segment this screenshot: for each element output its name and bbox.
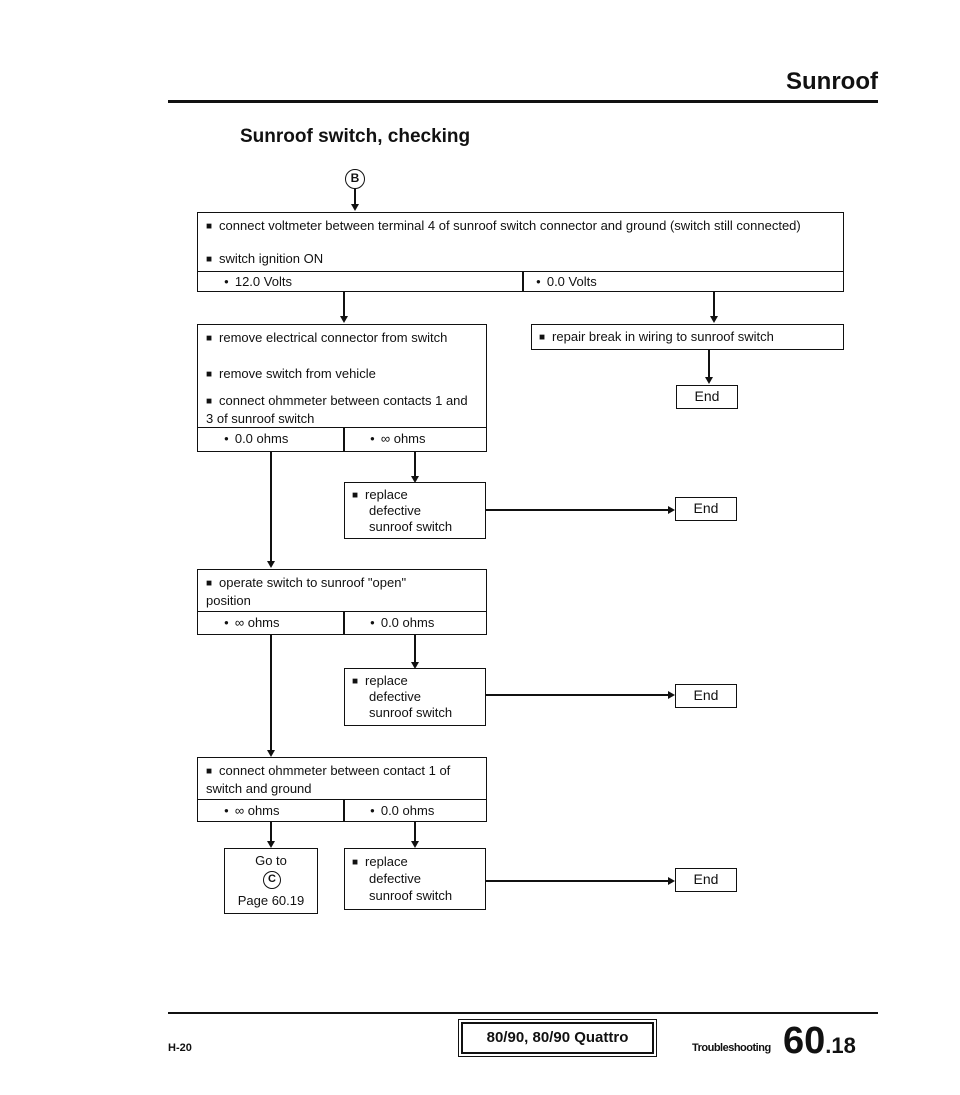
arrow (668, 691, 675, 699)
arrow (668, 877, 675, 885)
footer-page-major: 60 (783, 1020, 826, 1062)
step4-result-left: ● ∞ ohms (224, 803, 280, 821)
connector (270, 452, 272, 562)
replace2-line: ■ replace (352, 673, 408, 691)
goto-box (224, 848, 318, 914)
step2-result-left: ● 0.0 ohms (224, 431, 288, 449)
end-box: End (675, 684, 737, 708)
step4-box (197, 757, 487, 822)
goto-marker (263, 871, 281, 889)
replace2-line: defective (369, 689, 422, 704)
arrow (351, 204, 359, 211)
step3-instruction: ■ operate switch to sunroof "open" position (206, 575, 446, 609)
connector (713, 292, 715, 317)
replace3-box (344, 848, 486, 910)
goto-page: Page 60.19 (237, 893, 305, 908)
step1-result-divider (522, 271, 524, 291)
header-rule (168, 100, 878, 103)
end-box: End (675, 497, 737, 521)
end-box: End (676, 385, 738, 409)
start-marker-label: B (350, 171, 360, 185)
connector (486, 694, 669, 696)
replace2-box (344, 668, 486, 726)
connector (414, 822, 416, 842)
step3-box (197, 569, 487, 635)
step2-box (197, 324, 487, 452)
step2-instruction: ■ connect ohmmeter between contacts 1 and 3 of sunroof switch (206, 393, 471, 427)
page-title: Sunroof switch, checking (240, 126, 471, 147)
end-box: End (675, 868, 737, 892)
replace3-line: ■ replace (352, 854, 408, 872)
repair-wiring-instruction: ■ repair break in wiring to sunroof switch (539, 329, 774, 347)
step4-divider (198, 799, 486, 800)
arrow (267, 750, 275, 757)
replace1-box (344, 482, 486, 539)
step1-result-left: ● 12.0 Volts (224, 274, 292, 292)
replace3-line: defective (369, 871, 422, 886)
step1-instruction: ■ connect voltmeter between terminal 4 of sunroof switch connector and ground (switch still connected) (206, 218, 826, 236)
connector (708, 350, 710, 378)
connector (414, 452, 416, 477)
connector (270, 822, 272, 842)
replace1-line: sunroof switch (369, 519, 453, 534)
arrow (668, 506, 675, 514)
step1-box (197, 212, 844, 292)
replace2-line: sunroof switch (369, 705, 453, 720)
connector (414, 635, 416, 663)
step3-result-left: ● ∞ ohms (224, 615, 280, 633)
step1-instruction: ■ switch ignition ON (206, 251, 323, 269)
footer-page-minor: .18 (825, 1033, 856, 1058)
goto-marker-label: C (268, 873, 276, 885)
replace1-line: ■ replace (352, 487, 408, 505)
replace3-line: sunroof switch (369, 888, 453, 903)
step3-result-divider (343, 611, 345, 634)
step2-instruction: ■ remove electrical connector from switch (206, 330, 466, 348)
goto-label: Go to (255, 853, 287, 868)
step1-result-right: ● 0.0 Volts (536, 274, 597, 292)
footer-left-code: H-20 (168, 1042, 192, 1054)
step4-result-right: ● 0.0 ohms (370, 803, 434, 821)
connector (486, 509, 669, 511)
connector (486, 880, 669, 882)
footer-section-label: Troubleshooting (692, 1042, 771, 1054)
arrow (705, 377, 713, 384)
step2-divider (198, 427, 486, 428)
footer-page-number (783, 1020, 856, 1063)
arrow (267, 561, 275, 568)
connector (270, 635, 272, 751)
step4-instruction: ■ connect ohmmeter between contact 1 of switch and ground (206, 763, 466, 797)
footer-model-box (461, 1022, 654, 1054)
replace1-line: defective (369, 503, 422, 518)
step2-result-right: ● ∞ ohms (370, 431, 426, 449)
connector (354, 189, 356, 205)
arrow (340, 316, 348, 323)
arrow (710, 316, 718, 323)
step3-result-right: ● 0.0 ohms (370, 615, 434, 633)
footer-model: 80/90, 80/90 Quattro (486, 1029, 629, 1046)
step4-result-divider (343, 799, 345, 821)
arrow (267, 841, 275, 848)
step1-divider (198, 271, 843, 272)
section-title: Sunroof (786, 68, 878, 95)
start-marker (345, 169, 365, 189)
step3-divider (198, 611, 486, 612)
step2-result-divider (343, 427, 345, 451)
repair-wiring-box (531, 324, 844, 350)
step2-instruction: ■ remove switch from vehicle (206, 366, 476, 384)
connector (343, 292, 345, 317)
footer-rule (168, 1012, 878, 1014)
arrow (411, 841, 419, 848)
